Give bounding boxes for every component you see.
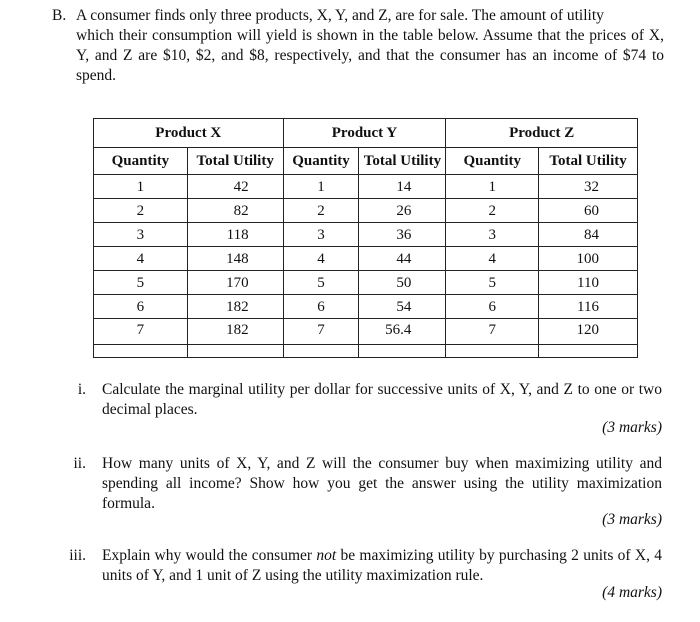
quantity-z-cell: 1 <box>446 175 539 199</box>
quantity-x-cell: 3 <box>94 223 188 247</box>
table-row <box>94 199 638 223</box>
problem-label: B. <box>52 7 67 24</box>
total-utility-z-cell: 116 <box>539 295 638 319</box>
total-utility-y-cell: 26 <box>359 199 446 223</box>
product-header-row <box>94 119 638 148</box>
total-utility-z-cell: 84 <box>539 223 638 247</box>
header-product-y: Product Y <box>283 119 446 148</box>
total-utility-y-cell: 36 <box>359 223 446 247</box>
quantity-z-cell: 3 <box>446 223 539 247</box>
question-text-emphasis: not <box>316 547 337 564</box>
question-text <box>102 546 662 586</box>
table-padding-cell <box>359 345 446 358</box>
total-utility-x-cell: 170 <box>187 271 283 295</box>
header-product-x: Product X <box>94 119 284 148</box>
total-utility-z-cell: 32 <box>539 175 638 199</box>
question-text: How many units of X, Y, and Z will the consumer buy when maximizing utility and spending all income? Show how you get the answer using the utility maximization formula. <box>102 455 662 512</box>
quantity-z-cell: 6 <box>446 295 539 319</box>
question-text-part: Explain why would the consumer <box>102 547 317 564</box>
question-marks: (3 marks) <box>602 419 662 436</box>
quantity-x-cell: 4 <box>94 247 188 271</box>
total-utility-z-cell: 100 <box>539 247 638 271</box>
total-utility-z-cell: 120 <box>539 319 638 345</box>
total-utility-y-cell: 56.4 <box>359 319 446 345</box>
total-utility-x-cell: 148 <box>187 247 283 271</box>
total-utility-y-cell: 44 <box>359 247 446 271</box>
total-utility-y-cell: 14 <box>359 175 446 199</box>
total-utility-x-cell: 118 <box>187 223 283 247</box>
table-padding-cell <box>187 345 283 358</box>
table-row <box>94 271 638 295</box>
table-row <box>94 175 638 199</box>
quantity-y-cell: 3 <box>283 223 359 247</box>
header-product-z: Product Z <box>446 119 638 148</box>
quantity-y-cell: 6 <box>283 295 359 319</box>
total-utility-z-cell: 110 <box>539 271 638 295</box>
header-quantity-z: Quantity <box>446 148 539 175</box>
quantity-y-cell: 4 <box>283 247 359 271</box>
header-quantity-x: Quantity <box>94 148 188 175</box>
quantity-z-cell: 4 <box>446 247 539 271</box>
table-row <box>94 319 638 345</box>
total-utility-x-cell: 42 <box>187 175 283 199</box>
quantity-y-cell: 5 <box>283 271 359 295</box>
header-total-utility-x: Total Utility <box>187 148 283 175</box>
table-padding-cell <box>94 345 188 358</box>
total-utility-x-cell: 182 <box>187 319 283 345</box>
table-row <box>94 247 638 271</box>
total-utility-y-cell: 50 <box>359 271 446 295</box>
question-marks: (3 marks) <box>602 511 662 528</box>
table-row <box>94 223 638 247</box>
quantity-x-cell: 5 <box>94 271 188 295</box>
quantity-y-cell: 2 <box>283 199 359 223</box>
problem-intro <box>52 6 664 86</box>
intro-first-line <box>52 6 664 26</box>
total-utility-x-cell: 182 <box>187 295 283 319</box>
question-number: ii. <box>73 455 86 472</box>
intro-line-1: A consumer finds only three products, X, Y, and Z, are for sale. The amount of utility <box>76 7 604 24</box>
quantity-x-cell: 2 <box>94 199 188 223</box>
table-row <box>94 295 638 319</box>
column-header-row <box>94 148 638 175</box>
quantity-z-cell: 5 <box>446 271 539 295</box>
quantity-y-cell: 1 <box>283 175 359 199</box>
quantity-x-cell: 6 <box>94 295 188 319</box>
utility-table <box>93 118 638 358</box>
question-text: Calculate the marginal utility per dollar for successive units of X, Y, and Z to one or two decimal places. <box>102 381 662 418</box>
total-utility-z-cell: 60 <box>539 199 638 223</box>
question-number: i. <box>77 381 86 398</box>
quantity-x-cell: 7 <box>94 319 188 345</box>
quantity-z-cell: 7 <box>446 319 539 345</box>
table-padding-cell <box>539 345 638 358</box>
table-padding-cell <box>283 345 359 358</box>
header-total-utility-y: Total Utility <box>359 148 446 175</box>
total-utility-x-cell: 82 <box>187 199 283 223</box>
quantity-y-cell: 7 <box>283 319 359 345</box>
header-total-utility-z: Total Utility <box>539 148 638 175</box>
total-utility-y-cell: 54 <box>359 295 446 319</box>
question-number: iii. <box>69 547 86 564</box>
quantity-z-cell: 2 <box>446 199 539 223</box>
header-quantity-y: Quantity <box>283 148 359 175</box>
question-marks: (4 marks) <box>602 584 662 601</box>
quantity-x-cell: 1 <box>94 175 188 199</box>
question-text-part: be maximizing utility by purchasing 2 units of X, 4 units of Y, and 1 unit of Z using the utility maximization rule. <box>102 547 662 584</box>
table-padding-cell <box>446 345 539 358</box>
table-bottom-padding-row <box>94 345 638 358</box>
intro-rest: which their consumption will yield is shown in the table below. Assume that the prices of X, Y, and Z are $10, $2, and $8, respectively, and that the consumer has an income of $74 to spend. <box>76 27 664 84</box>
